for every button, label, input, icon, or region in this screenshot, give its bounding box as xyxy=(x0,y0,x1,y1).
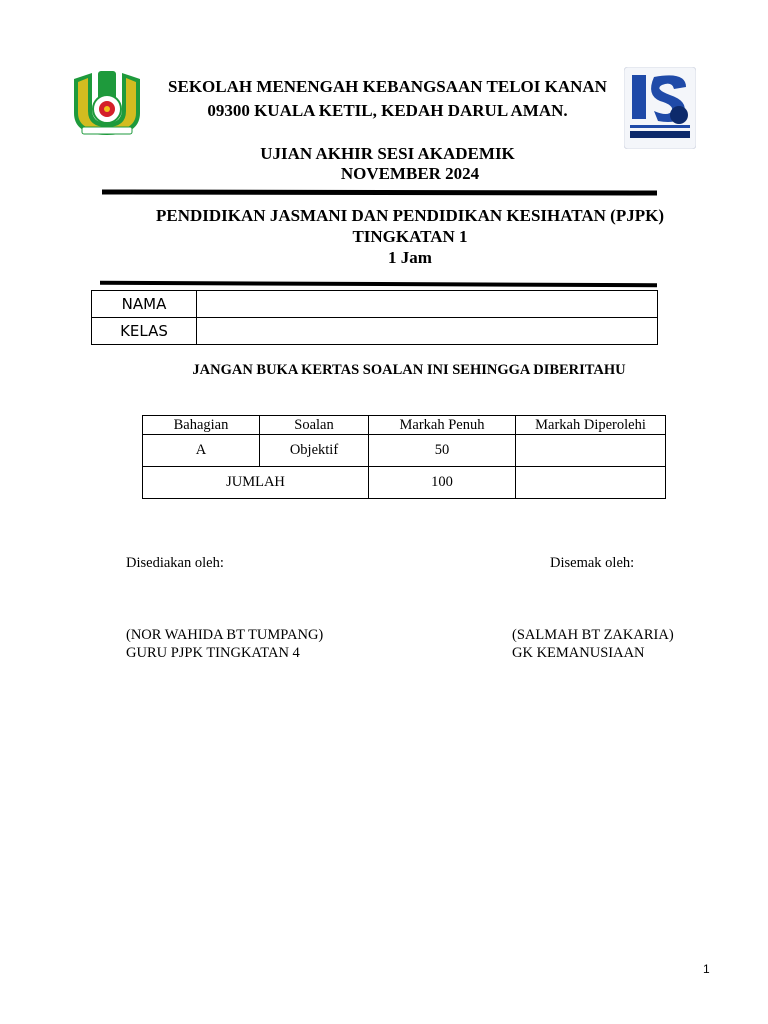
name-field[interactable] xyxy=(197,291,658,318)
subject-title: PENDIDIKAN JASMANI DAN PENDIDIKAN KESIHATAN (PJPK) xyxy=(156,206,664,225)
header-marks-obtained: Markah Diperolehi xyxy=(516,416,666,435)
prepared-by-label: Disediakan oleh: xyxy=(126,555,224,571)
page-number: 1 xyxy=(703,962,710,976)
form-level: TINGKATAN 1 xyxy=(352,227,468,246)
total-label: JUMLAH xyxy=(143,467,369,499)
table-row xyxy=(143,435,666,467)
exam-month: NOVEMBER 2024 xyxy=(340,164,480,183)
preparer-name: (NOR WAHIDA BT TUMPANG) xyxy=(126,627,324,643)
total-full-marks: 100 xyxy=(369,467,516,499)
section-cell: A xyxy=(143,435,260,467)
full-marks-cell: 50 xyxy=(369,435,516,467)
question-cell: Objektif xyxy=(260,435,369,467)
25-anniversary-logo xyxy=(624,67,696,149)
class-row xyxy=(92,318,658,345)
exam-duration: 1 Jam xyxy=(388,248,432,267)
total-row xyxy=(143,467,666,499)
school-name: SEKOLAH MENENGAH KEBANGSAAN TELOI KANAN xyxy=(168,77,607,96)
subject-divider xyxy=(100,281,657,287)
class-label: KELAS xyxy=(92,318,197,345)
name-row xyxy=(92,291,658,318)
marks-table xyxy=(142,415,666,499)
checker-title: GK KEMANUSIAAN xyxy=(512,645,645,661)
header-section: Bahagian xyxy=(143,416,260,435)
header-full-marks: Markah Penuh xyxy=(369,416,516,435)
school-crest-logo xyxy=(70,69,144,139)
warning-text: JANGAN BUKA KERTAS SOALAN INI SEHINGGA DIBERITAHU xyxy=(192,362,626,378)
checker-name: (SALMAH BT ZAKARIA) xyxy=(512,627,674,643)
header-divider xyxy=(102,190,657,196)
checked-by-label: Disemak oleh: xyxy=(550,555,635,571)
candidate-info-table xyxy=(91,290,658,345)
school-address: 09300 KUALA KETIL, KEDAH DARUL AMAN. xyxy=(207,101,568,120)
class-field[interactable] xyxy=(197,318,658,345)
marks-header-row xyxy=(143,416,666,435)
preparer-title: GURU PJPK TINGKATAN 4 xyxy=(126,645,300,661)
marks-obtained-cell[interactable] xyxy=(516,435,666,467)
header-question: Soalan xyxy=(260,416,369,435)
exam-title: UJIAN AKHIR SESI AKADEMIK xyxy=(260,144,515,163)
total-marks-obtained[interactable] xyxy=(516,467,666,499)
name-label: NAMA xyxy=(92,291,197,318)
